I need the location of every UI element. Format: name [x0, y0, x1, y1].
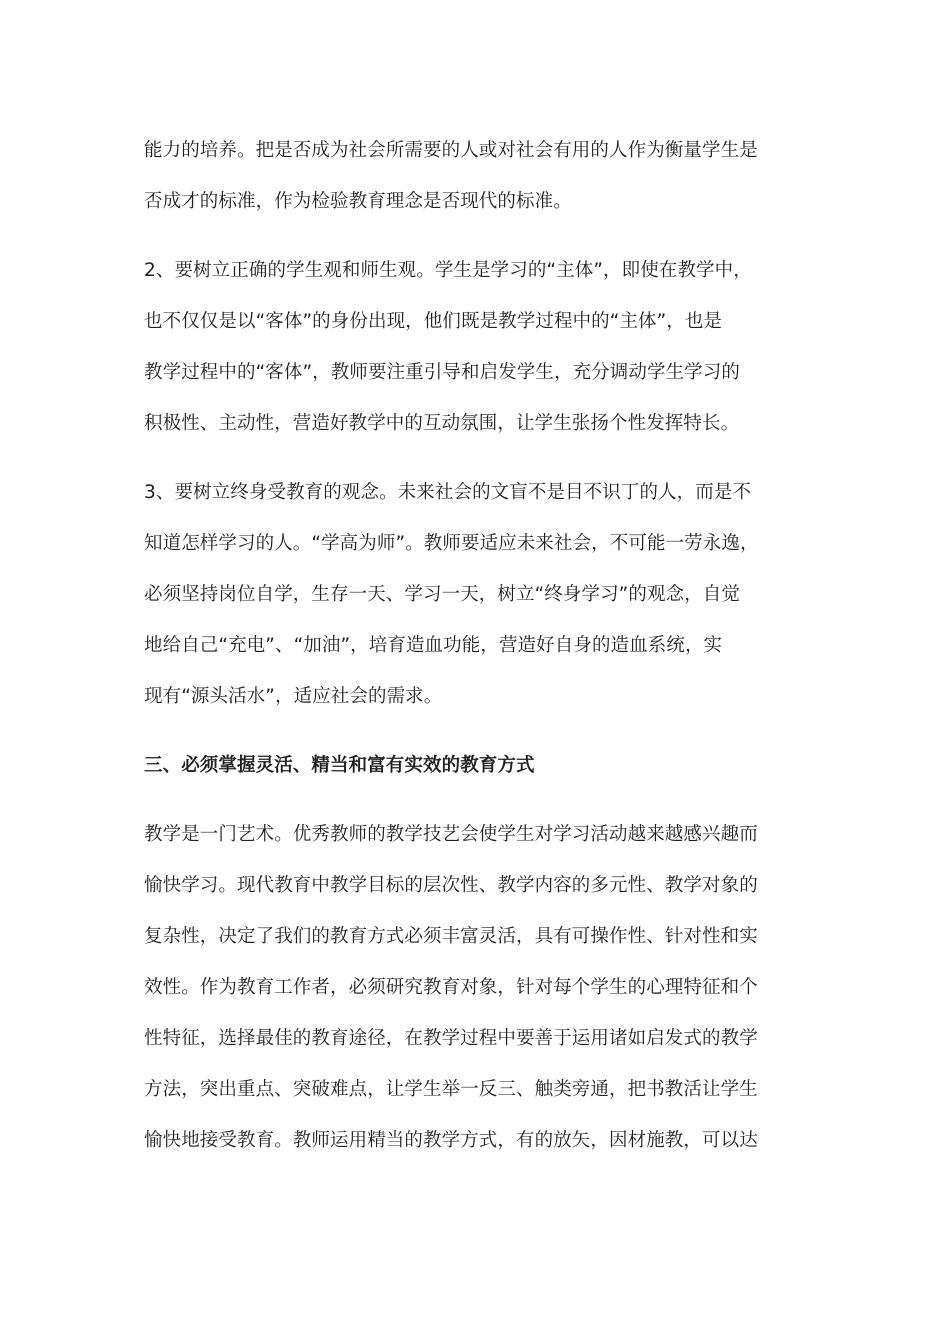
- section-heading: [144, 740, 816, 791]
- text-line: 3、要树立终身受教育的观念。未来社会的文盲不是目不识丁的人，而是不: [144, 482, 752, 503]
- document-body: [144, 125, 816, 1166]
- paragraph-gap: [144, 722, 816, 740]
- text-line: 积极性、主动性，营造好教学中的互动氛围，让学生张扬个性发挥特长。: [144, 413, 740, 434]
- text-line: 复杂性，决定了我们的教育方式必须丰富灵活，具有可操作性、针对性和实: [144, 926, 758, 947]
- paragraph-gap: [144, 227, 816, 245]
- heading-line: 三、必须掌握灵活、精当和富有实效的教育方式: [144, 755, 535, 776]
- text-line: 否成才的标准，作为检验教育理念是否现代的标准。: [144, 191, 572, 212]
- text-line: 方法，突出重点、突破难点，让学生举一反三、触类旁通，把书教活让学生: [144, 1079, 758, 1100]
- paragraph-4: [144, 809, 816, 1166]
- paragraph-2: [144, 245, 816, 449]
- text-line: 也不仅仅是以“客体”的身份出现，他们既是教学过程中的“主体”，也是: [144, 311, 723, 332]
- paragraph-gap: [144, 791, 816, 809]
- text-line: 地给自己“充电”、“加油”，培育造血功能，营造好自身的造血系统，实: [144, 635, 723, 656]
- text-line: 教学是一门艺术。优秀教师的教学技艺会使学生对学习活动越来越感兴趣而: [144, 824, 758, 845]
- paragraph-gap: [144, 449, 816, 467]
- text-line: 性特征，选择最佳的教育途径，在教学过程中要善于运用诸如启发式的教学: [144, 1028, 758, 1049]
- text-line: 愉快学习。现代教育中教学目标的层次性、教学内容的多元性、教学对象的: [144, 875, 758, 896]
- paragraph-3: [144, 467, 816, 722]
- text-line: 教学过程中的“客体”，教师要注重引导和启发学生，充分调动学生学习的: [144, 362, 740, 383]
- paragraph-1: [144, 125, 816, 227]
- text-line: 知道怎样学习的人。“学高为师”。教师要适应未来社会，不可能一劳永逸，: [144, 533, 759, 554]
- text-line: 必须坚持岗位自学，生存一天、学习一天，树立“终身学习”的观念，自觉: [144, 584, 740, 605]
- text-line: 能力的培养。把是否成为社会所需要的人或对社会有用的人作为衡量学生是: [144, 140, 758, 161]
- text-line: 愉快地接受教育。教师运用精当的教学方式，有的放矢，因材施教，可以达: [144, 1130, 758, 1151]
- text-line: 现有“源头活水”，适应社会的需求。: [144, 686, 443, 707]
- text-line: 2、要树立正确的学生观和师生观。学生是学习的“主体”，即使在教学中，: [144, 260, 752, 281]
- text-line: 效性。作为教育工作者，必须研究教育对象，针对每个学生的心理特征和个: [144, 977, 758, 998]
